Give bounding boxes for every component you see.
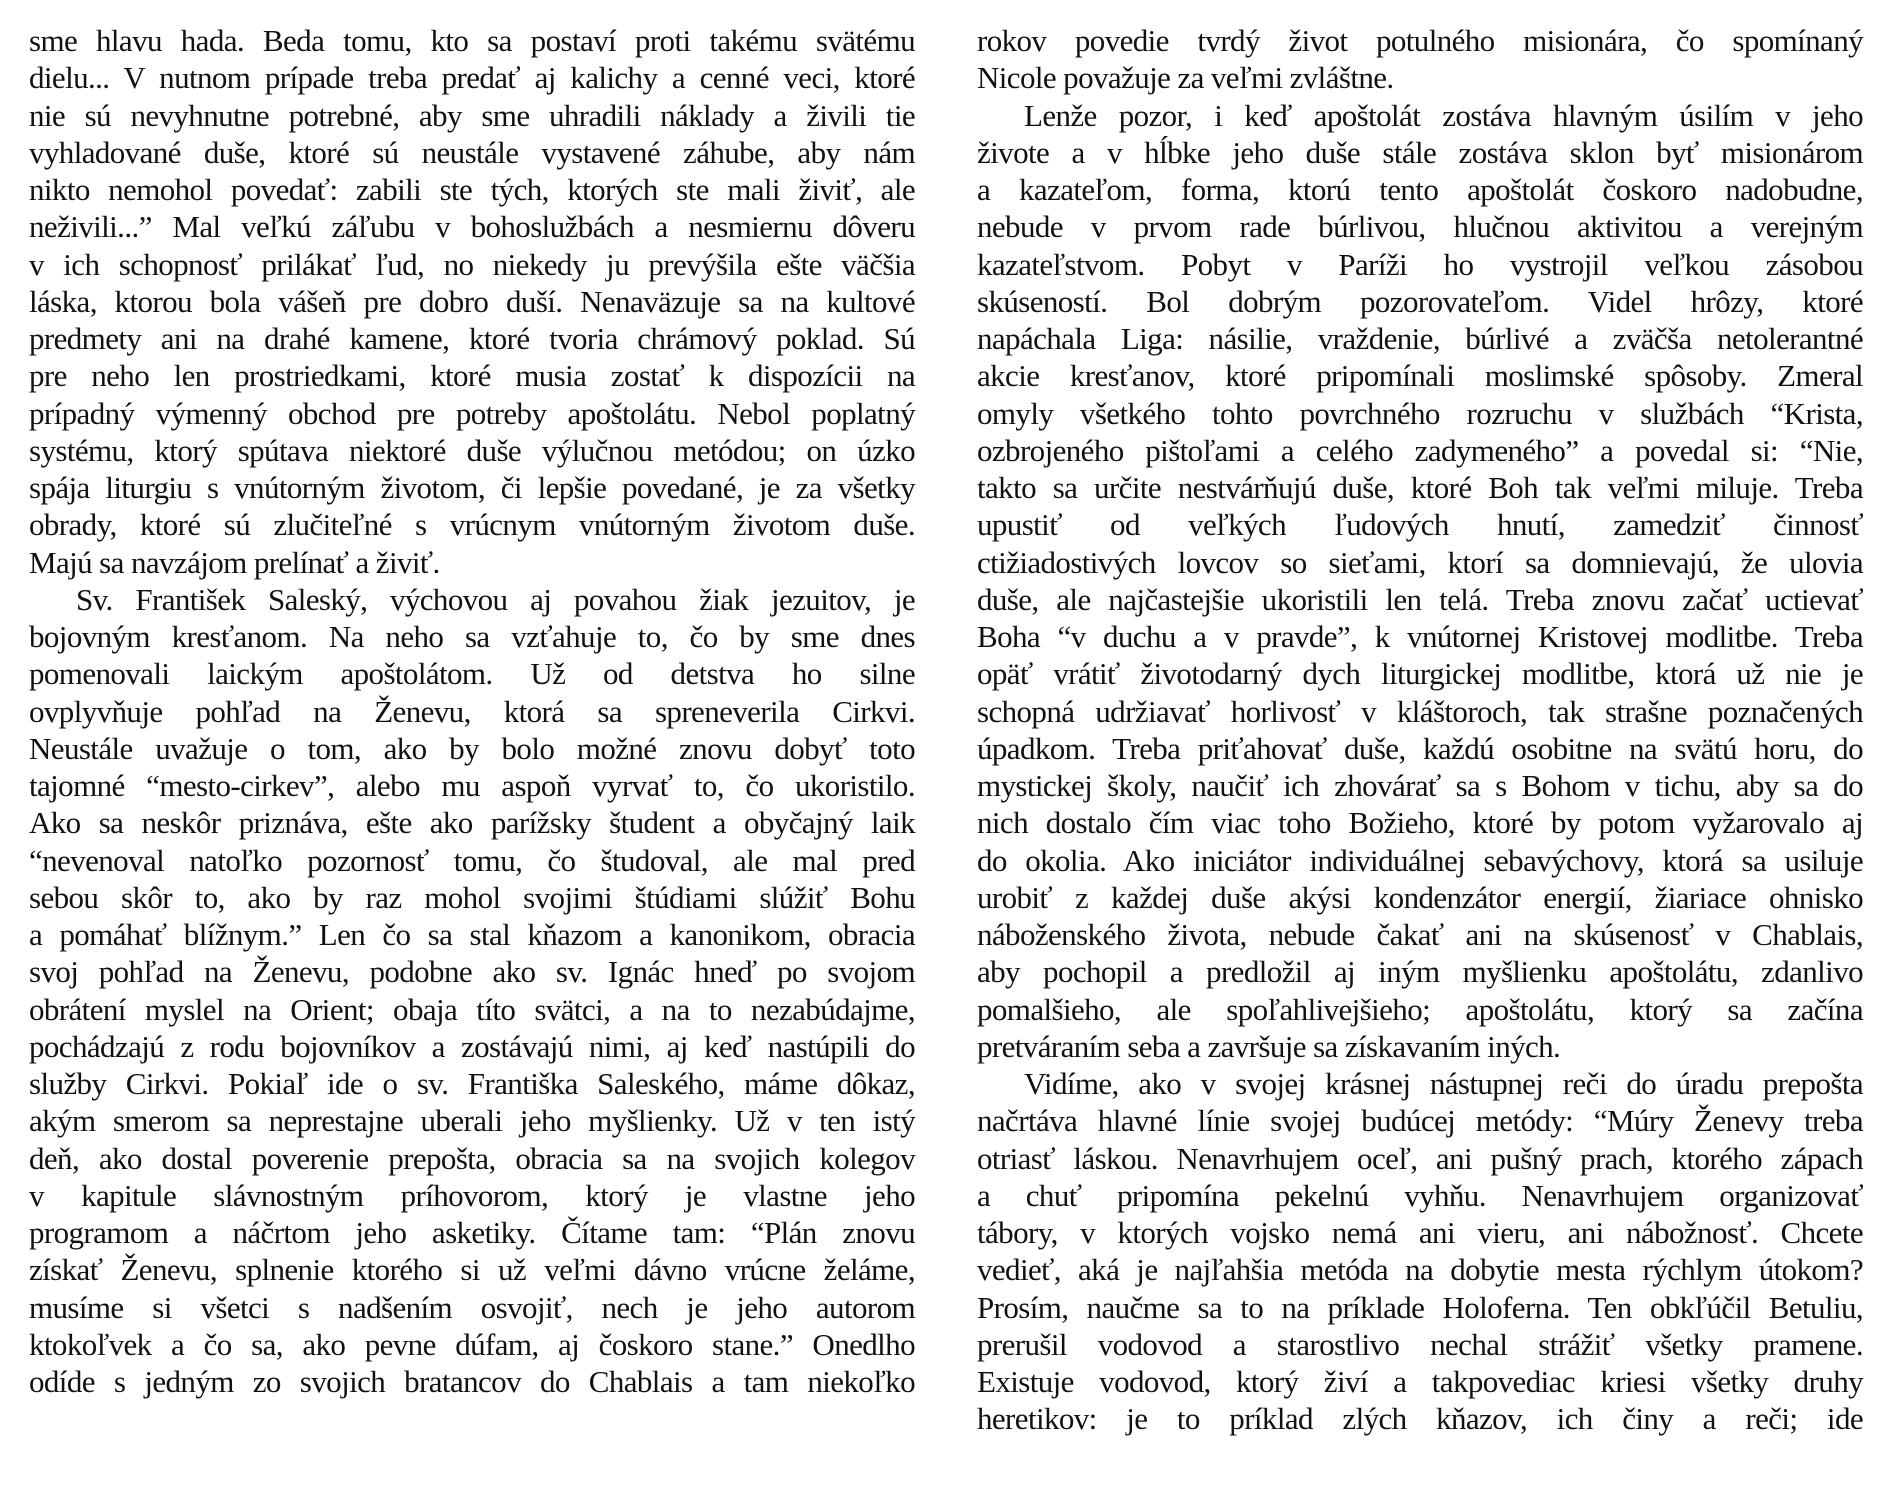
text-line [977,134,1863,171]
text-line-content: svoj pohľad na Ženevu, podobne ako sv. Ignác hneď po svojom [29,954,915,990]
text-line [977,1326,1863,1363]
text-line-content: láska, ktorou bola vášeň pre dobro duší. Nenaväzuje sa na kultové [29,283,915,319]
text-line-content: sme hlavu hada. Beda tomu, kto sa postaví proti takému svätému [29,23,915,58]
text-line-content: heretikov: je to príklad zlých kňazov, ich činy a reči; ide [977,1401,1863,1437]
text-line-content: Majú sa navzájom prelínať a živiť. [29,544,440,580]
text-line-content: programom a náčrtom jeho asketiky. Čítame tam: “Plán znovu [29,1215,915,1250]
text-line-content: neživili...” Mal veľkú záľubu v bohoslužbách a nesmiernu dôveru [29,209,915,245]
text-line [29,134,915,171]
text-line [29,320,915,357]
text-line-content: úpadkom. Treba priťahovať duše, každú osobitne na svätú horu, do [977,730,1863,766]
text-line-content: a kazateľom, forma, ktorú tento apoštolát čoskoro nadobudne, [977,172,1863,207]
text-line-content: a chuť pripomína pekelnú vyhňu. Nenavrhujem organizovať [977,1177,1863,1213]
text-line [29,1326,915,1363]
text-line [977,1028,1863,1065]
text-line [977,693,1863,730]
text-line-content: dielu... V nutnom prípade treba predať aj kalichy a cenné veci, ktoré [29,60,915,96]
text-line [977,879,1863,916]
text-line-content: sebou skôr to, ako by raz mohol svojimi štúdiami slúžiť Bohu [29,879,915,915]
text-line [977,767,1863,804]
text-line-content: nebude v prvom rade búrlivou, hlučnou aktivitou a verejným [977,209,1863,245]
text-line [977,1289,1863,1326]
text-line-content: upustiť od veľkých ľudových hnutí, zamedziť činnosť [977,507,1863,543]
text-line-content: Boha “v duchu a v pravde”, k vnútornej Kristovej modlitbe. Treba [977,619,1863,654]
text-line [977,953,1863,990]
text-line-content: nikto nemohol povedať: zabili ste tých, ktorých ste mali živiť, ale [29,172,915,207]
text-line [977,320,1863,357]
text-line-content: spája liturgiu s vnútorným životom, či lepšie povedané, je za všetky [29,470,915,505]
text-line-content: Nicole považuje za veľmi zvláštne. [977,60,1394,96]
text-line-content: vedieť, aká je najľahšia metóda na dobytie mesta rýchlym útokom? [977,1252,1863,1288]
text-line [977,432,1863,469]
text-line-content: rokov povedie tvrdý život potulného misionára, čo spomínaný [977,23,1863,58]
text-line [29,991,915,1028]
text-line-content: pretváraním seba a završuje sa získavaním iných. [977,1028,1561,1064]
text-line [977,506,1863,543]
text-line-content: služby Cirkvi. Pokiaľ ide o sv. Františka Saleského, máme dôkaz, [29,1066,915,1101]
text-line [977,1140,1863,1177]
text-line-content: Ako sa neskôr priznáva, ešte ako parížsky študent a obyčajný laik [29,805,915,841]
text-line [29,1289,915,1326]
text-line [977,1177,1863,1214]
text-line [29,208,915,245]
text-line [29,581,915,618]
text-line-content: do okolia. Ako iniciátor individuálnej sebavýchovy, ktorá sa usiluje [977,842,1863,878]
text-line-content: v kapitule slávnostným príhovorom, ktorý je vlastne jeho [29,1177,915,1213]
text-line [977,842,1863,879]
text-line [977,655,1863,692]
text-line-content: Prosím, naučme sa to na príklade Holoferna. Ten obkľúčil Betuliu, [977,1289,1863,1325]
text-line [29,730,915,767]
text-line [977,469,1863,506]
text-line-content: otriasť láskou. Nenavrhujem oceľ, ani pušný prach, ktorého zápach [977,1140,1863,1176]
text-line-content: duše, ale najčastejšie ukoristili len telá. Treba znovu začať uctievať [977,581,1863,617]
text-line [977,395,1863,432]
text-line [977,1065,1863,1102]
text-line [29,767,915,804]
text-line-content: “nevenoval natoľko pozornosť tomu, čo študoval, ale mal pred [29,842,915,878]
text-line-content: opäť vrátiť životodarný dych liturgickej modlitbe, ktorá už nie je [977,656,1863,692]
text-line [29,469,915,506]
text-line-content: náboženského života, nebude čakať ani na skúsenosť v Chablais, [977,917,1863,952]
text-line [29,1140,915,1177]
text-line [29,879,915,916]
text-line-content: ctižiadostivých lovcov so sieťami, ktorí sa domnievajú, že ulovia [977,544,1863,580]
text-line-content: Existuje vodovod, ktorý živí a takpovediac kriesi všetky druhy [977,1364,1863,1399]
text-line-content: ozbrojeného pištoľami a celého zadymeného” a povedal si: “Nie, [977,432,1863,468]
text-line-content: takto sa určite nestvárňujú duše, ktoré Boh tak veľmi miluje. Treba [977,470,1863,505]
text-line [29,544,915,581]
text-line-content: získať Ženevu, splnenie ktorého si už veľmi dávno vrúcne želáme, [29,1252,915,1288]
text-line-content: kazateľstvom. Pobyt v Paríži ho vystrojil veľkou zásobou [977,246,1863,282]
text-line-content: schopná udržiavať horlivosť v kláštoroch, tak strašne poznačených [977,693,1863,729]
text-line-content: predmety ani na drahé kamene, ktoré tvoria chrámový poklad. Sú [29,321,915,356]
text-line [977,618,1863,655]
text-line [977,804,1863,841]
text-line [977,22,1863,59]
text-line [977,581,1863,618]
text-line-content: obrady, ktoré sú zlučiteľné s vrúcnym vnútorným životom duše. [29,507,915,543]
text-column-left [29,22,915,1400]
text-line-content: deň, ako dostal poverenie prepošta, obracia sa na svojich kolegov [29,1140,915,1176]
text-line-content: pre neho len prostriedkami, ktoré musia zostať k dispozícii na [29,358,915,394]
text-line-content: a pomáhať blížnym.” Len čo sa stal kňazom a kanonikom, obracia [29,917,915,952]
text-line-content: ovplyvňuje pohľad na Ženevu, ktorá sa spreneverila Cirkvi. [29,693,915,729]
text-line-content: akcie kresťanov, ktoré pripomínali moslimské spôsoby. Zmeral [977,358,1863,394]
text-line-content: pomenovali laickým apoštolátom. Už od detstva ho silne [29,656,915,692]
text-line-content: prerušil vodovod a starostlivo nechal strážiť všetky pramene. [977,1326,1863,1362]
text-line [977,97,1863,134]
text-line-content: skúseností. Bol dobrým pozorovateľom. Videl hrôzy, ktoré [977,283,1863,319]
text-line [29,283,915,320]
text-line [29,357,915,394]
text-line [29,1102,915,1139]
text-line [29,1214,915,1251]
text-line-content: pochádzajú z rodu bojovníkov a zostávajú nimi, aj keď nastúpili do [29,1028,915,1064]
text-line [29,246,915,283]
text-line [977,283,1863,320]
text-line [29,655,915,692]
text-line [29,804,915,841]
text-line-content: prípadný výmenný obchod pre potreby apoštolátu. Nebol poplatný [29,395,915,431]
text-line [29,171,915,208]
text-line [29,432,915,469]
text-line-content: ktokoľvek a čo sa, ako pevne dúfam, aj čoskoro stane.” Onedlho [29,1326,915,1362]
text-line [977,246,1863,283]
text-line-content: tajomné “mesto-cirkev”, alebo mu aspoň vyrvať to, čo ukoristilo. [29,768,915,803]
text-line-content: Neustále uvažuje o tom, ako by bolo možné znovu dobyť toto [29,730,915,766]
text-line-content: pomalšieho, ale spoľahlivejšieho; apoštolátu, ktorý sa začína [977,991,1863,1027]
text-line-content: živote a v hĺbke jeho duše stále zostáva sklon byť misionárom [977,134,1863,170]
text-line [29,1363,915,1400]
text-line [977,1102,1863,1139]
text-line [977,171,1863,208]
text-line-content: tábory, v ktorých vojsko nemá ani vieru, ani nábožnosť. Chcete [977,1215,1863,1250]
text-line-content: urobiť z každej duše akýsi kondenzátor energií, žiariace ohnisko [977,879,1863,915]
text-line [977,1363,1863,1400]
text-line-content: obrátení myslel na Orient; obaja títo svätci, a na to nezabúdajme, [29,991,915,1027]
text-line-content: bojovným kresťanom. Na neho sa vzťahuje to, čo by sme dnes [29,619,915,654]
text-line [29,97,915,134]
text-column-right [977,22,1863,1438]
text-line [29,22,915,59]
text-line-content: Sv. František Saleský, výchovou aj povahou žiak jezuitov, je [76,581,915,617]
text-line-content: mystickej školy, naučiť ich zhovárať sa s Bohom v tichu, aby sa do [977,768,1863,803]
text-line [977,1251,1863,1288]
text-line [29,953,915,990]
text-line [977,916,1863,953]
text-line-content: omyly všetkého tohto povrchného rozruchu v službách “Krista, [977,395,1863,431]
text-line [977,1400,1863,1437]
text-line-content: aby pochopil a predložil aj iným myšlienku apoštolátu, zdanlivo [977,954,1863,990]
text-line-content: musíme si všetci s nadšením osvojiť, nech je jeho autorom [29,1289,915,1325]
text-line [29,842,915,879]
text-line [29,395,915,432]
text-line [977,1214,1863,1251]
text-line [977,730,1863,767]
text-line [977,59,1863,96]
text-line [977,991,1863,1028]
text-line [29,1251,915,1288]
text-line-content: napáchala Liga: násilie, vraždenie, búrlivé a zväčša netolerantné [977,321,1863,356]
text-line [977,544,1863,581]
text-line [29,1177,915,1214]
text-line-content: načrtáva hlavné línie svojej budúcej metódy: “Múry Ženevy treba [977,1103,1863,1139]
text-line [29,1028,915,1065]
text-line-content: nie sú nevyhnutne potrebné, aby sme uhradili náklady a živili tie [29,97,915,133]
text-line-content: systému, ktorý spútava niektoré duše výlučnou metódou; on úzko [29,432,915,468]
text-line [29,1065,915,1102]
text-line-content: odíde s jedným zo svojich bratancov do Chablais a tam niekoľko [29,1364,915,1399]
text-line-content: akým smerom sa neprestajne uberali jeho myšlienky. Už v ten istý [29,1103,915,1139]
text-line [29,618,915,655]
text-line-content: vyhladované duše, ktoré sú neustále vystavené záhube, aby nám [29,134,915,170]
text-line [29,693,915,730]
text-line-content: Lenže pozor, i keď apoštolát zostáva hlavným úsilím v jeho [1024,97,1863,133]
text-line [29,916,915,953]
text-line [977,357,1863,394]
text-line-content: nich dostalo čím viac toho Božieho, ktoré by potom vyžarovalo aj [977,805,1863,841]
text-line-content: v ich schopnosť prilákať ľud, no niekedy ju prevýšila ešte väčšia [29,246,915,282]
text-line [29,506,915,543]
text-line-content: Vidíme, ako v svojej krásnej nástupnej reči do úradu prepošta [1024,1066,1863,1101]
text-line [29,59,915,96]
text-line [977,208,1863,245]
